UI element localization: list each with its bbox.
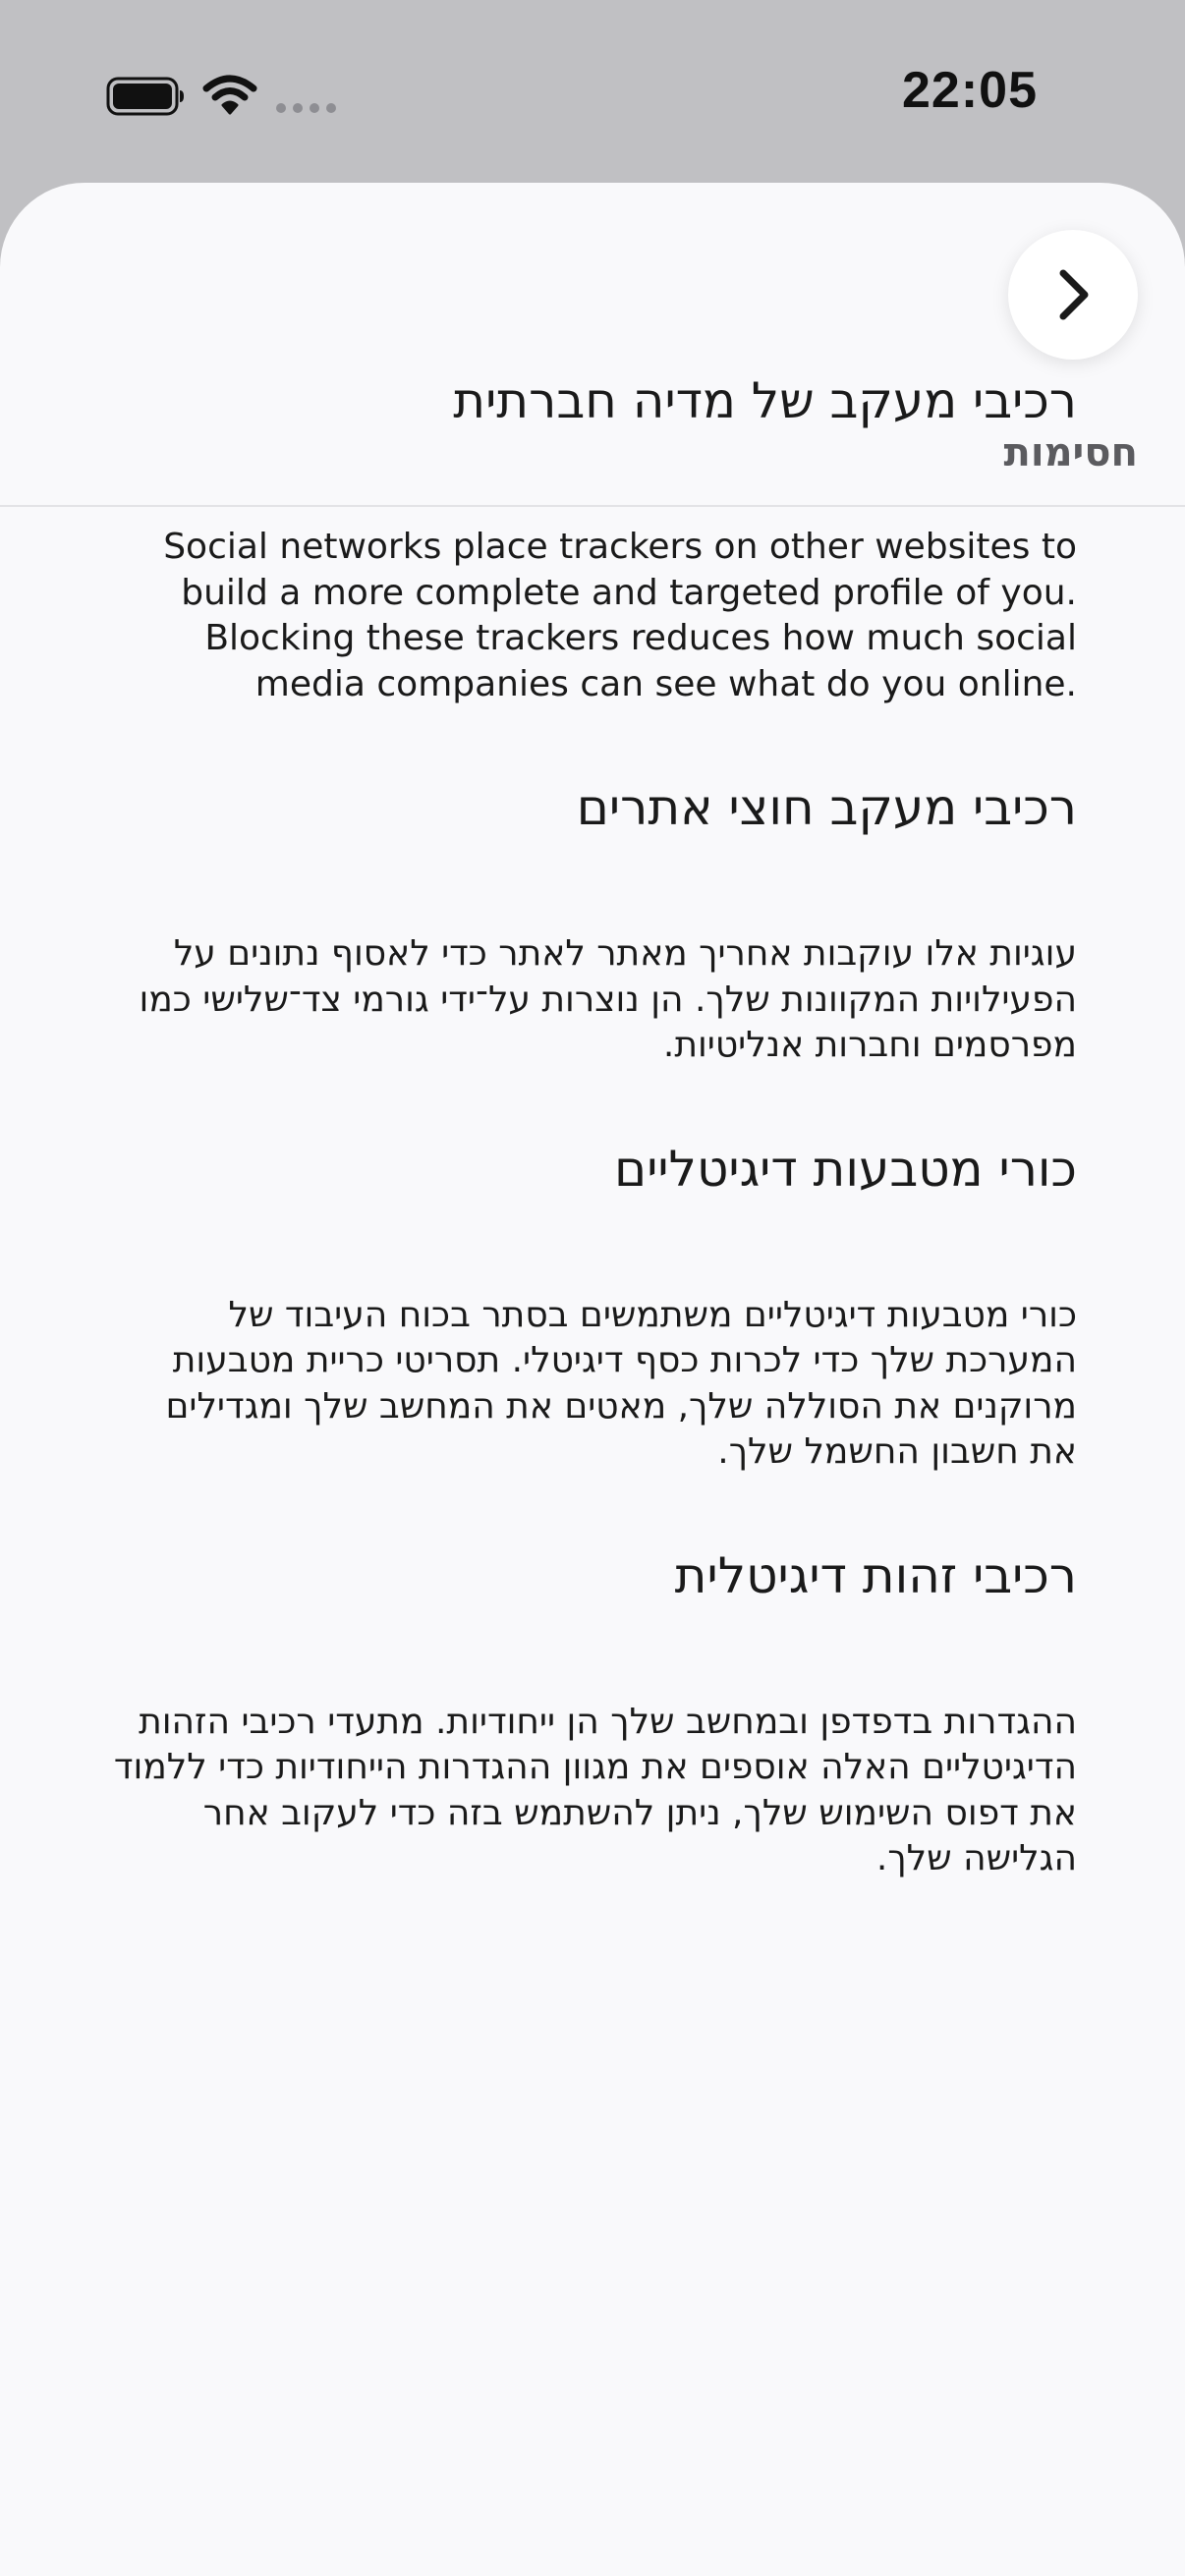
cellular-signal-dots-icon: [275, 98, 338, 118]
status-time: 22:05: [902, 62, 1038, 119]
status-bar: [0, 0, 1185, 187]
section-body-social-media-trackers: Social networks place trackers on other websites to build a more complete and targeted profile of you. Blocking these trackers reduces how much social media companies can see what do you online.: [163, 527, 1077, 704]
chevron-right-icon: [1049, 265, 1097, 324]
section-body-cross-site-trackers: עוגיות אלו עוקבות אחריך מאתר לאתר כדי לאסוף נתונים על הפעילויות המקוונות שלך. הן נוצרות על־ידי גורמי צד־שלישי כמו מפרסמים וחברות אנליטיות.: [139, 933, 1077, 1065]
page-title: חסימות: [1003, 430, 1138, 476]
section-body-fingerprinters: ההגדרות בדפדפן ובמחשב שלך הן ייחודיות. מתעדי רכיבי הזהות הדיגיטליים האלה אוספים את מגוון ההגדרות הייחודיות כדי ללמוד את דפוס השימוש שלך, ניתן להשתמש בזה כדי לעקוב אחר הגלישה שלך.: [113, 1701, 1077, 1878]
section-heading-fingerprinters: רכיבי זהות דיגיטלית: [674, 1546, 1077, 1604]
section-heading-cross-site-trackers: רכיבי מעקב חוצי אתרים: [576, 779, 1077, 836]
section-body-cryptominers: כורי מטבעות דיגיטליים משתמשים בסתר בכוח העיבוד של המערכת שלך כדי לכרות כסף דיגיטלי. תסריטי כריית מטבעות מרוקנים את הסוללה שלך, מאטים את המחשב שלך ומגדילים את חשבון החשמל שלך.: [165, 1294, 1077, 1472]
section-heading-cryptominers: כורי מטבעות דיגיטליים: [614, 1140, 1077, 1198]
section-heading-social-media-trackers: רכיבי מעקב של מדיה חברתית: [453, 372, 1077, 429]
wifi-icon: [202, 73, 257, 116]
battery-full-icon: [104, 77, 185, 116]
back-button[interactable]: [1008, 230, 1138, 360]
content-list: [108, 369, 1077, 1882]
